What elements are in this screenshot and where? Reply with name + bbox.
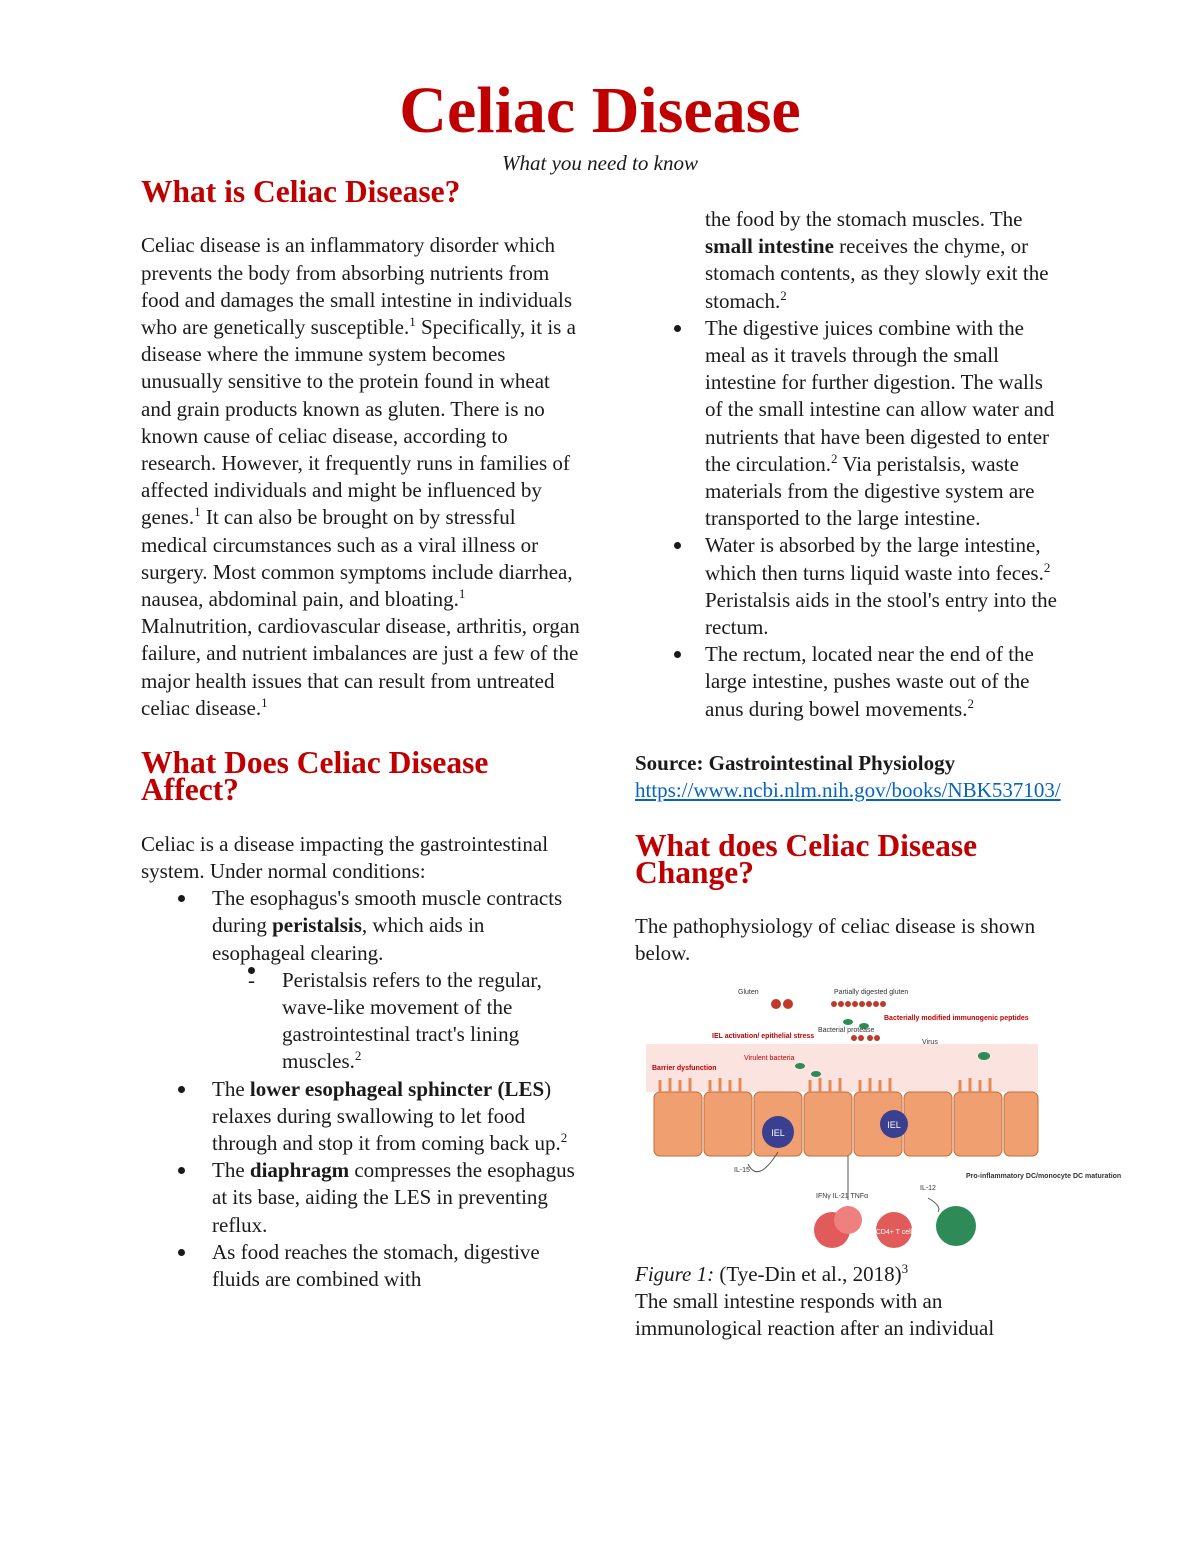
svg-text:Bacterial protease: Bacterial protease xyxy=(818,1026,875,1034)
list-item-continued: the food by the stomach muscles. The small intestine receives the chyme, or stomach contents, as they slowly exit the stomach.$^2$ xyxy=(705,207,1049,313)
heading-affects: What Does Celiac Disease Affect? xyxy=(141,745,489,808)
svg-text:Virus: Virus xyxy=(922,1038,938,1046)
pathophysiology-figure xyxy=(638,984,1122,1254)
list-item: The rectum, located near the end of the large intestine, pushes waste out of the anus during bowel movements.$^2$ xyxy=(635,641,1065,723)
svg-text:IEL: IEL xyxy=(887,1119,901,1130)
list-item: As food reaches the stomach, digestive fluids are combined with xyxy=(141,1239,581,1293)
list-item: The diaphragm compresses the esophagus at its base, aiding the LES in preventing reflux. xyxy=(141,1157,581,1239)
epithelial-cells xyxy=(654,1092,1038,1156)
svg-text:IFNγ IL-21 TNFα: IFNγ IL-21 TNFα xyxy=(816,1192,869,1200)
svg-text:Gluten: Gluten xyxy=(738,988,759,996)
svg-text:IEL: IEL xyxy=(771,1127,785,1138)
source-link[interactable] xyxy=(635,777,1065,804)
document-title: Celiac Disease xyxy=(399,74,801,147)
svg-text:Bacterially modified immunogen: Bacterially modified immunogenic peptides xyxy=(884,1014,1029,1022)
heading-changes: What does Celiac Disease Change? xyxy=(635,827,978,890)
left-column xyxy=(141,174,581,1293)
list-item: The digestive juices combine with the meal as it travels through the small intestine for further digestion. The walls of the small intestine can allow water and nutrients that have been digested to enter the circulation.$^2$ Via peristalsis, waste materials from the digestive system are transported to the large intestine. xyxy=(635,315,1065,533)
paragraph-changes-after: The small intestine responds with an immunological reaction after an individual xyxy=(635,1289,995,1341)
source-label: Source: Gastrointestinal Physiology xyxy=(635,751,956,776)
sub-list xyxy=(212,967,581,1076)
svg-text:CD4+ T cell: CD4+ T cell xyxy=(875,1228,913,1236)
right-column xyxy=(635,206,1122,1342)
bullet-list-left xyxy=(141,885,581,1293)
figure-caption: Figure 1: (Tye-Din et al., 2018)$^3$ xyxy=(635,1260,909,1286)
paragraph-what-is: Celiac disease is an inflammatory disorder which prevents the body from absorbing nutrients from food and damages the small intestine in individuals who are genetically susceptible.$^1$ Specifically, it is a disease where the immune system becomes unusually sensitive to the protein found in wheat and grain products known as gluten. There is no known cause of celiac disease, according to research. However, it frequently runs in families of affected individuals and might be influenced by genes.$^1$ It can also be brought on by stressful medical circumstances such as a viral illness or surgery. Most common symptoms include diarrhea, nausea, abdominal pain, and bloating.$^1$ Malnutrition, cardiovascular disease, arthritis, organ failure, and nutrient imbalances are just a few of the major health issues that can result from untreated celiac disease.$^1$ xyxy=(141,233,580,720)
svg-text:IL-12: IL-12 xyxy=(920,1184,936,1192)
svg-text:IEL activation/ epithelial str: IEL activation/ epithelial stress xyxy=(712,1032,815,1040)
list-item: The esophagus's smooth muscle contracts during peristalsis, which aids in esophageal clearing. - Peristalsis refers to the regular, wave-like movement of the gastrointestinal tract's lining muscles.$^2$ xyxy=(141,885,581,1075)
svg-text:Pro-inflammatory DC/monocyte D: Pro-inflammatory DC/monocyte DC maturation xyxy=(966,1172,1122,1180)
list-item: Water is absorbed by the large intestine, which then turns liquid waste into feces.$^2$ Peristalsis aids in the stool's entry into the rectum. xyxy=(635,532,1065,641)
svg-text:Barrier dysfunction: Barrier dysfunction xyxy=(652,1064,717,1072)
paragraph-affects-intro: Celiac is a disease impacting the gastrointestinal system. Under normal conditions: xyxy=(141,831,549,884)
document-subtitle: What you need to know xyxy=(502,151,698,175)
list-item: - Peristalsis refers to the regular, wave-like movement of the gastrointestinal tract's lining muscles.$^2$ xyxy=(212,967,581,1076)
svg-text:Partially digested gluten: Partially digested gluten xyxy=(834,988,909,996)
svg-text:Virulent bacteria: Virulent bacteria xyxy=(744,1054,795,1062)
svg-text:IL-15: IL-15 xyxy=(734,1166,750,1174)
dendritic-cell-icon xyxy=(936,1206,976,1246)
paragraph-changes-intro: The pathophysiology of celiac disease is shown below. xyxy=(635,914,1036,966)
list-item: The lower esophageal sphincter (LES) relaxes during swallowing to let food through and stop it from coming back up.$^2$ xyxy=(141,1076,581,1158)
bullet-list-right xyxy=(635,206,1065,723)
heading-what-is: What is Celiac Disease? xyxy=(141,174,461,209)
source-url-link[interactable]: https://www.ncbi.nlm.nih.gov/books/NBK537103/ xyxy=(635,778,1061,803)
red-cell-icon xyxy=(834,1206,862,1234)
